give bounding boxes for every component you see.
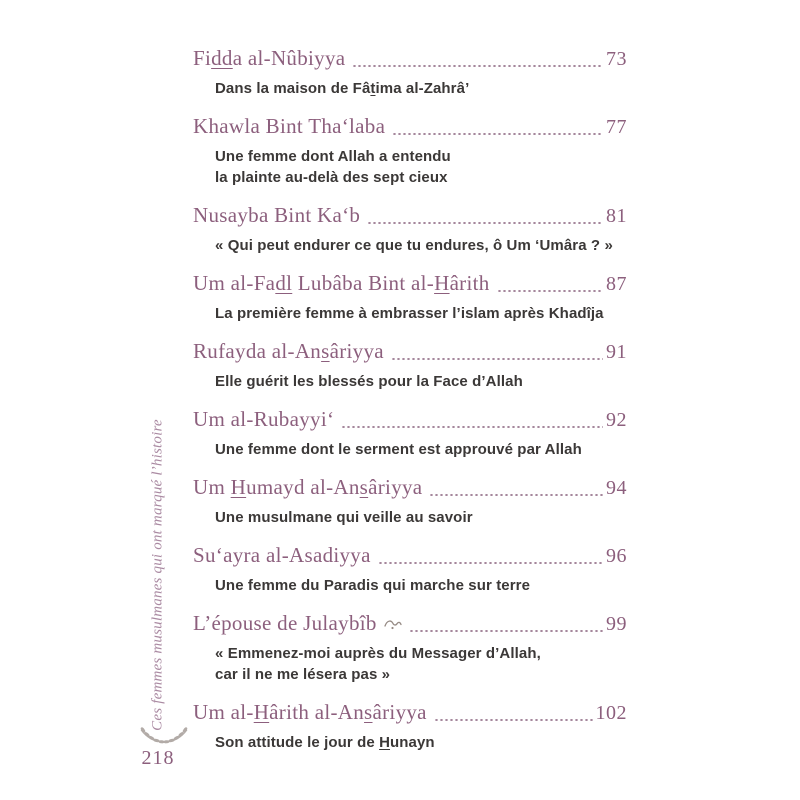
toc-entry [193,271,627,324]
text-run: Son attitude le jour de [215,734,380,751]
text-run: Une femme dont le serment est approuvé par Allah [215,441,582,458]
text-run: Khawla Bint Tha‘laba [193,114,386,138]
toc-entry-subtitle [215,371,627,392]
toc-entry-title-row [193,700,627,726]
toc-entry-subtitle [215,78,627,99]
page-number: 218 [141,747,175,769]
toc-entry [193,611,627,685]
toc-entry-title-row [193,46,627,72]
dotted-leader [429,494,603,496]
text-run: « Emmenez-moi auprès du Messager d’Allah, [215,645,541,662]
dotted-leader [367,222,603,224]
text-run: Elle guérit les blessés pour la Face d’Allah [215,373,523,390]
toc-entry-title-row [193,407,627,433]
text-run: ima al-Zahrâ’ [375,80,470,97]
text-run: a al-Nûbiyya [232,46,346,70]
subtitle-line [215,146,627,167]
calligraphic-honorific-icon [383,617,402,631]
text-run: Um al-Rubayyi‘ [193,407,335,431]
transliteration-mark: t [370,80,376,97]
subtitle-line [215,235,627,256]
toc-entry [193,114,627,188]
toc-entry-title-row [193,475,627,501]
text-run: Lubâba Bint al- [292,271,435,295]
toc-entry-subtitle [215,575,627,596]
subtitle-line [215,167,627,188]
toc-entry-title [193,46,345,71]
transliteration-mark: H [434,271,450,295]
text-run: Nusayba Bint Ka‘b [193,203,361,227]
dotted-leader [497,290,603,292]
text-run: âriyya [329,339,384,363]
transliteration-mark: dd [211,46,233,70]
dotted-leader [341,426,603,428]
text-run: ârith al-An [269,700,365,724]
text-run: Um [193,475,231,499]
dotted-leader [391,358,603,360]
toc-entry-subtitle [215,732,627,753]
text-run: Une femme du Paradis qui marche sur terre [215,577,531,594]
book-spine-title: Ces femmes musulmanes qui ont marqué l’histoire [149,419,166,731]
transliteration-mark: s [321,339,330,363]
text-run: âriyya [372,700,427,724]
toc-entry-page-number: 81 [606,205,627,227]
text-run: la plainte au-delà des sept cieux [215,169,448,186]
toc-entry-page-number: 92 [606,409,627,431]
toc-entry-subtitle [215,507,627,528]
text-run: car il ne me lésera pas » [215,666,391,683]
subtitle-line [215,643,627,664]
toc-entry [193,700,627,753]
toc-entry-subtitle [215,235,627,256]
toc-entry-title-row [193,114,627,140]
toc-entry-title-row [193,339,627,365]
text-run: âriyya [368,475,423,499]
transliteration-mark: s [364,700,373,724]
toc-entry-subtitle [215,146,627,188]
toc-entry-page-number: 87 [606,273,627,295]
dotted-leader [378,562,603,564]
toc-entry-page-number: 96 [606,545,627,567]
text-run: ârith [449,271,490,295]
transliteration-mark: H [253,700,270,724]
dotted-leader [352,65,603,67]
toc-entry-title [193,271,490,296]
toc-entry-title [193,407,334,432]
subtitle-line [215,664,627,685]
toc-entry-title [193,114,385,139]
toc-entry [193,203,627,256]
toc-entry-title [193,700,427,725]
toc-entry [193,475,627,528]
subtitle-line [215,732,627,753]
toc-entry-title [193,475,422,500]
text-run: unayn [390,734,435,751]
subtitle-line [215,439,627,460]
toc-entry-subtitle [215,439,627,460]
text-run: La première femme à embrasser l’islam après Khadîja [215,305,604,322]
toc-entry-title-row [193,203,627,229]
dotted-leader [409,630,603,632]
toc-entry-title-row [193,543,627,569]
toc-entry-subtitle [215,643,627,685]
text-run: umayd al-An [246,475,360,499]
transliteration-mark: s [359,475,369,499]
toc-entry-subtitle [215,303,627,324]
toc-entry-title [193,203,360,228]
toc-entry-title [193,339,384,364]
toc-entry-page-number: 91 [606,341,627,363]
toc-entry [193,543,627,596]
subtitle-line [215,303,627,324]
text-run: Dans la maison de Fâ [215,80,371,97]
text-run: L’épouse de Julaybîb [193,611,377,635]
toc-entry [193,339,627,392]
dotted-leader [434,719,593,721]
toc-entry-page-number: 102 [595,702,627,724]
toc-entry-title [193,611,402,636]
toc-entry-title-row [193,611,627,637]
laurel-sprigs-ornament [138,723,190,747]
subtitle-line [215,575,627,596]
toc-entry-title-row [193,271,627,297]
transliteration-mark: H [379,734,391,751]
text-run: Su‘ayra al-Asadiyya [193,543,371,567]
text-run: Rufayda al-An [193,339,322,363]
subtitle-line [215,78,627,99]
transliteration-mark: dl [275,271,293,295]
text-run: Une musulmane qui veille au savoir [215,509,473,526]
text-run: Um al-Fa [193,271,276,295]
subtitle-line [215,507,627,528]
toc-entry-page-number: 94 [606,477,627,499]
table-of-contents [193,46,627,768]
toc-entry [193,407,627,460]
toc-entry-page-number: 77 [606,116,627,138]
text-run: Une femme dont Allah a entendu [215,148,451,165]
text-run: « Qui peut endurer ce que tu endures, ô Um ‘Umâra ? » [215,237,613,254]
toc-entry-page-number: 73 [606,48,627,70]
transliteration-mark: H [230,475,247,499]
toc-entry-title [193,543,371,568]
toc-entry [193,46,627,99]
dotted-leader [392,133,603,135]
subtitle-line [215,371,627,392]
toc-entry-page-number: 99 [606,613,627,635]
text-run: Um al- [193,700,254,724]
text-run: Fi [193,46,212,70]
